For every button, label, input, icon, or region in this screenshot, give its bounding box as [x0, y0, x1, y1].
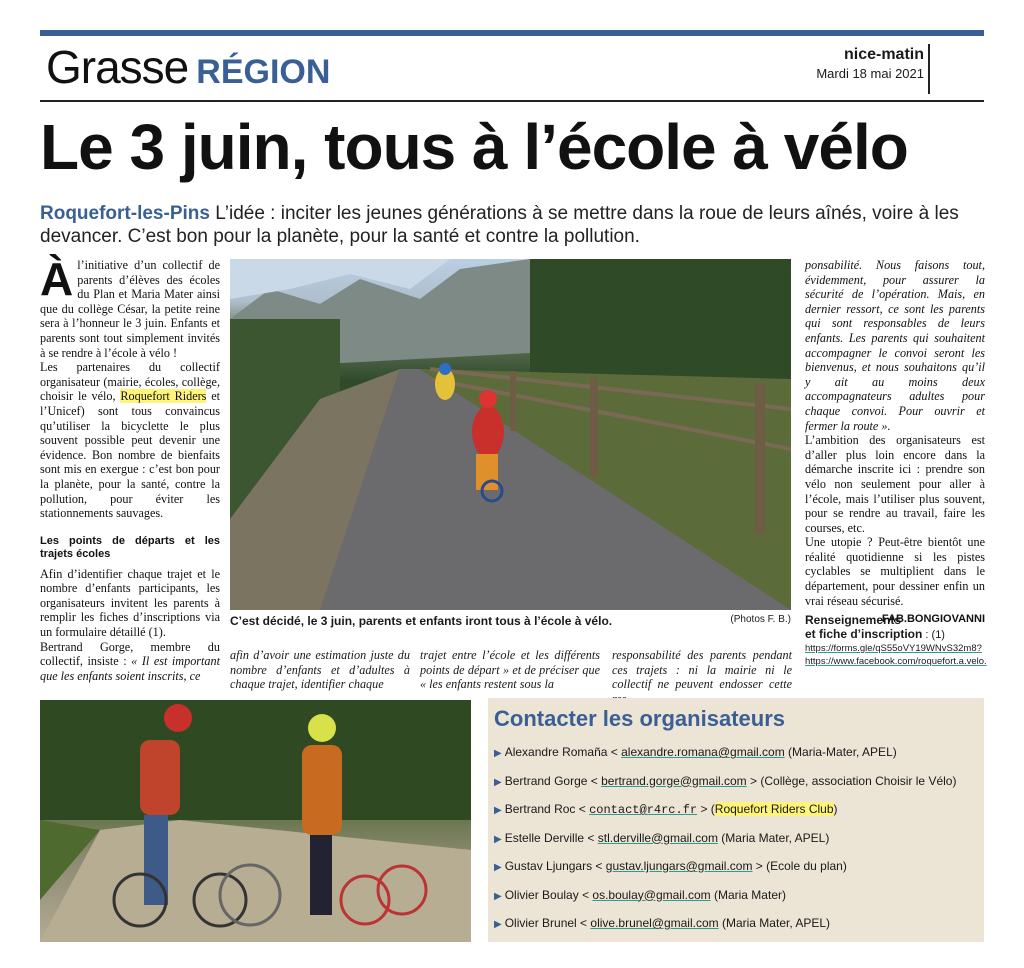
article-column-3: trajet entre l’école et les différents points de départ » et de préciser que « les enfants restent sous la [420, 648, 600, 692]
top-color-bar [40, 30, 984, 36]
paragraph-3: Afin d’identifier chaque trajet et le nombre d’enfants participants, les organisateurs invitent les parents à remplir les fiches d’inscriptions via un formulaire détaillé (1). [40, 566, 220, 640]
contact-tail: (Maria Mater) [710, 887, 786, 902]
contact-name: Alexandre Romaña < [504, 745, 622, 759]
bullet-triangle-icon: ▶ [494, 776, 502, 788]
bullet-triangle-icon: ▶ [494, 805, 502, 816]
dropcap: À [40, 253, 74, 305]
header-divider [928, 44, 930, 94]
contact-row [494, 915, 974, 944]
contact-tail: (Maria-Mater, APEL) [784, 745, 897, 759]
paragraph-1: l’initiative d’un collectif de parents d’élèves des écoles du Plan et Maria Mater ainsi que du collège César, la petite reine sera à l’honneur le 3 juin. Enfants et parents sont tout simplement invités à se rendre à l’école à vélo ! [40, 258, 220, 360]
col5-paragraph-2: L’ambition des organisateurs est d’aller plus loin encore dans la démarche inscrite ici : prendre son vélo non seulement pour aller à l’école, mais l’utiliser plus souvent, pour se rendre au travail, faire les courses, etc. [805, 433, 985, 535]
contact-tail: > (Collège, association Choisir le Vélo) [746, 773, 957, 788]
contact-tail: (Maria Mater, APEL) [717, 830, 830, 845]
contact-email-link[interactable]: contact@r4rc.fr [589, 803, 698, 817]
facebook-link[interactable]: https://www.facebook.com/roquefort.a.velo. [805, 656, 987, 667]
paper-date: Mardi 18 mai 2021 [816, 66, 924, 81]
bullet-triangle-icon: ▶ [494, 919, 502, 930]
contact-list [494, 744, 974, 944]
contact-title: Contacter les organisateurs [494, 706, 785, 731]
kids-bikes-illustration [40, 700, 471, 942]
headline: Le 3 juin, tous à l’école à vélo [40, 111, 908, 183]
article-column-5 [805, 258, 985, 627]
contact-name: Estelle Derville < [504, 830, 598, 845]
photo-credit: (Photos F. B.) [730, 614, 791, 625]
paragraph-2a: Les partenaires du collectif organisateur (mairie, écoles, collège, choisir le vélo, [40, 360, 220, 404]
contact-tail: (Maria Mater, APEL) [718, 916, 831, 930]
contact-email-link[interactable]: olive.brunel@gmail.com [590, 916, 719, 930]
signature: FAB.BONGIOVANNI [881, 613, 985, 626]
contact-tail: > (Ecole du plan) [752, 859, 847, 873]
kids-photo [40, 700, 471, 942]
col5-paragraph-3: Une utopie ? Peut-être bientôt une réalité quotidienne si les pistes cyclables se multiplient dans le département, pour dessiner enfin un vrai réseau sécurisé. [805, 535, 985, 608]
contact-email-link[interactable]: os.boulay@gmail.com [592, 887, 711, 902]
contact-tail: > ( [697, 802, 715, 816]
info-title-2: et fiche d’inscription [805, 627, 923, 641]
col5-italic: ponsabilité. Nous faisons tout, évidemment, pour assurer la sécurité de l’opération. Mais, en dernier ressort, ce sont les parents qui sont responsables de leurs enfants. Les parents qui souhaitent accompagner le convoi seront les bienvenus, et nous souhaitons qu’il y ait au moins deux accompagnateurs adultes pour chaque convoi. Pour ouvrir et fermer la route ». [805, 258, 985, 433]
bullet-triangle-icon: ▶ [494, 890, 502, 902]
paragraph-4a: Bertrand Gorge, membre du collectif, insiste : [40, 639, 220, 669]
cycling-path-illustration [230, 259, 791, 610]
contact-email-link[interactable]: bertrand.gorge@gmail.com [601, 773, 747, 788]
paragraph-2b: et l’Unicef) sont tous convaincus qu’utiliser la bicyclette le plus souvent possible peut devenir une évidence. Bon nombre de bienfaits sont mis en exergue : c’est bon pour la planète, pour la santé, contre la pollution, pour éviter les stationnements sauvages. [40, 389, 220, 521]
article-column-2: afin d’avoir une estimation juste du nombre d’enfants et d’adultes à chaque trajet, identifier chaque [230, 648, 410, 692]
highlight-roquefort-riders: Roquefort Riders [120, 389, 207, 404]
paragraph-4b: « Il est important que les enfants soient inscrits, ce [40, 654, 220, 683]
bullet-triangle-icon: ▶ [494, 833, 502, 845]
form-link[interactable]: https://forms.gle/qS55oVY19WNvS32m8? [805, 643, 982, 654]
section-title [46, 40, 330, 94]
info-title-1: Renseignements [805, 613, 902, 627]
standfirst-place: Roquefort-les-Pins [40, 203, 210, 224]
contact-row [494, 773, 974, 802]
contact-row [494, 744, 974, 773]
contact-email-link[interactable]: stl.derville@gmail.com [597, 830, 718, 845]
contact-row [494, 887, 974, 916]
standfirst [40, 202, 984, 248]
highlight-riders-club: Roquefort Riders Club [714, 802, 834, 816]
contact-row [494, 858, 974, 887]
contact-row [494, 801, 974, 830]
paper-info [816, 46, 924, 81]
main-photo [230, 259, 791, 610]
info-title-2-suffix: : (1) [922, 629, 945, 641]
bullet-triangle-icon: ▶ [494, 748, 502, 759]
standfirst-text: L’idée : inciter les jeunes générations à se mettre dans la roue de leurs aînés, voire à les devancer. C’est bon pour la planète, pour la santé et contre la pollution. [40, 203, 959, 247]
section-region: RÉGION [196, 53, 331, 91]
photo-caption [230, 614, 791, 628]
contact-row [494, 830, 974, 859]
contact-email-link[interactable]: gustav.ljungars@gmail.com [605, 859, 753, 873]
header-rule [40, 100, 984, 102]
contact-name: Olivier Boulay < [504, 887, 593, 902]
caption-text: C’est décidé, le 3 juin, parents et enfants iront tous à l’école à vélo. [230, 614, 613, 628]
paper-name: nice-matin [843, 46, 924, 63]
article-column-1 [40, 253, 220, 683]
bullet-triangle-icon: ▶ [494, 862, 502, 873]
contact-name: Olivier Brunel < [504, 916, 591, 930]
contact-name: Bertrand Gorge < [504, 773, 602, 788]
contact-email-link[interactable]: alexandre.romana@gmail.com [621, 745, 785, 759]
registration-info [805, 613, 995, 668]
contact-tail-close: ) [833, 802, 838, 816]
section-city: Grasse [46, 41, 189, 93]
subhead: Les points de départs et les trajets écoles [40, 534, 220, 560]
contact-name: Gustav Ljungars < [504, 859, 606, 873]
contact-name: Bertrand Roc < [504, 802, 590, 816]
article-column-4: responsabilité des parents pendant ces trajets : ni la mairie ni le collectif ne peuvent endosser cette [612, 648, 792, 692]
